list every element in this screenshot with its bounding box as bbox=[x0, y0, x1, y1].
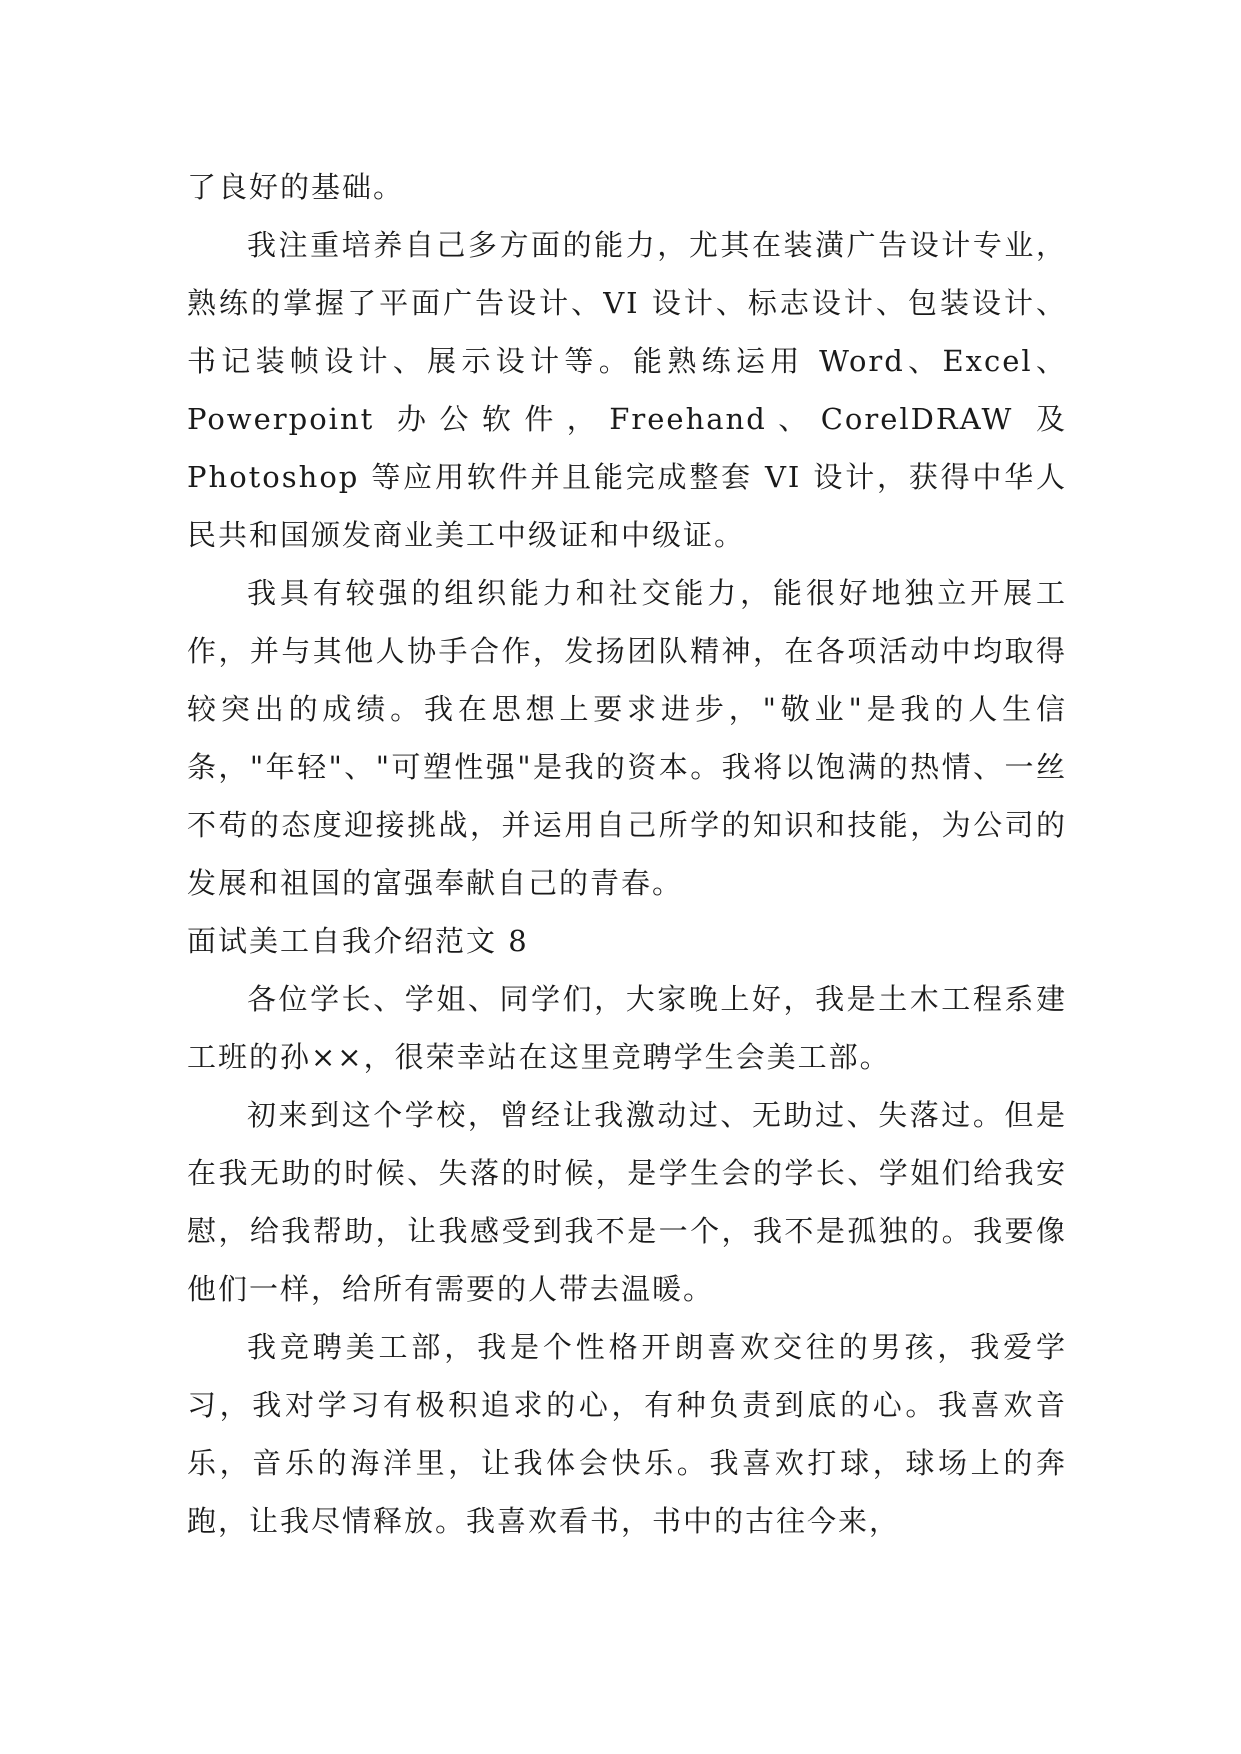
section-heading: 面试美工自我介绍范文 8 bbox=[187, 924, 529, 958]
document-body bbox=[187, 158, 1067, 1550]
paragraph-skills: 我注重培养自己多方面的能力，尤其在装潢广告设计专业，熟练的掌握了平面广告设计、VI 设计、标志设计、包装设计、书记装帧设计、展示设计等。能熟练运用 Word、Excel、Powerpoint 办公软件，Freehand、CorelDRAW 及 Photoshop 等应用软件并且能完成整套 VI 设计，获得中华人民共和国颁发商业美工中级证和中级证。 bbox=[187, 228, 1067, 552]
paragraph-arrival: 初来到这个学校，曾经让我激动过、无助过、失落过。但是在我无助的时候、失落的时候，是学生会的学长、学姐们给我安慰，给我帮助，让我感受到我不是一个，我不是孤独的。我要像他们一样，给所有需要的人带去温暖。 bbox=[187, 1098, 1067, 1306]
paragraph-motivation: 我竞聘美工部，我是个性格开朗喜欢交往的男孩，我爱学习，我对学习有极积追求的心，有种负责到底的心。我喜欢音乐，音乐的海洋里，让我体会快乐。我喜欢打球，球场上的奔跑，让我尽情释放。我喜欢看书，书中的古往今来， bbox=[187, 1330, 1067, 1538]
paragraph-greeting: 各位学长、学姐、同学们，大家晚上好，我是土木工程系建工班的孙××，很荣幸站在这里竞聘学生会美工部。 bbox=[187, 982, 1067, 1074]
paragraph-abilities: 我具有较强的组织能力和社交能力，能很好地独立开展工作，并与其他人协手合作，发扬团队精神，在各项活动中均取得较突出的成绩。我在思想上要求进步，"敬业"是我的人生信条，"年轻"、"可塑性强"是我的资本。我将以饱满的热情、一丝不苟的态度迎接挑战，并运用自己所学的知识和技能，为公司的发展和祖国的富强奉献自己的青春。 bbox=[187, 576, 1067, 900]
paragraph-continuation: 了良好的基础。 bbox=[187, 170, 405, 204]
